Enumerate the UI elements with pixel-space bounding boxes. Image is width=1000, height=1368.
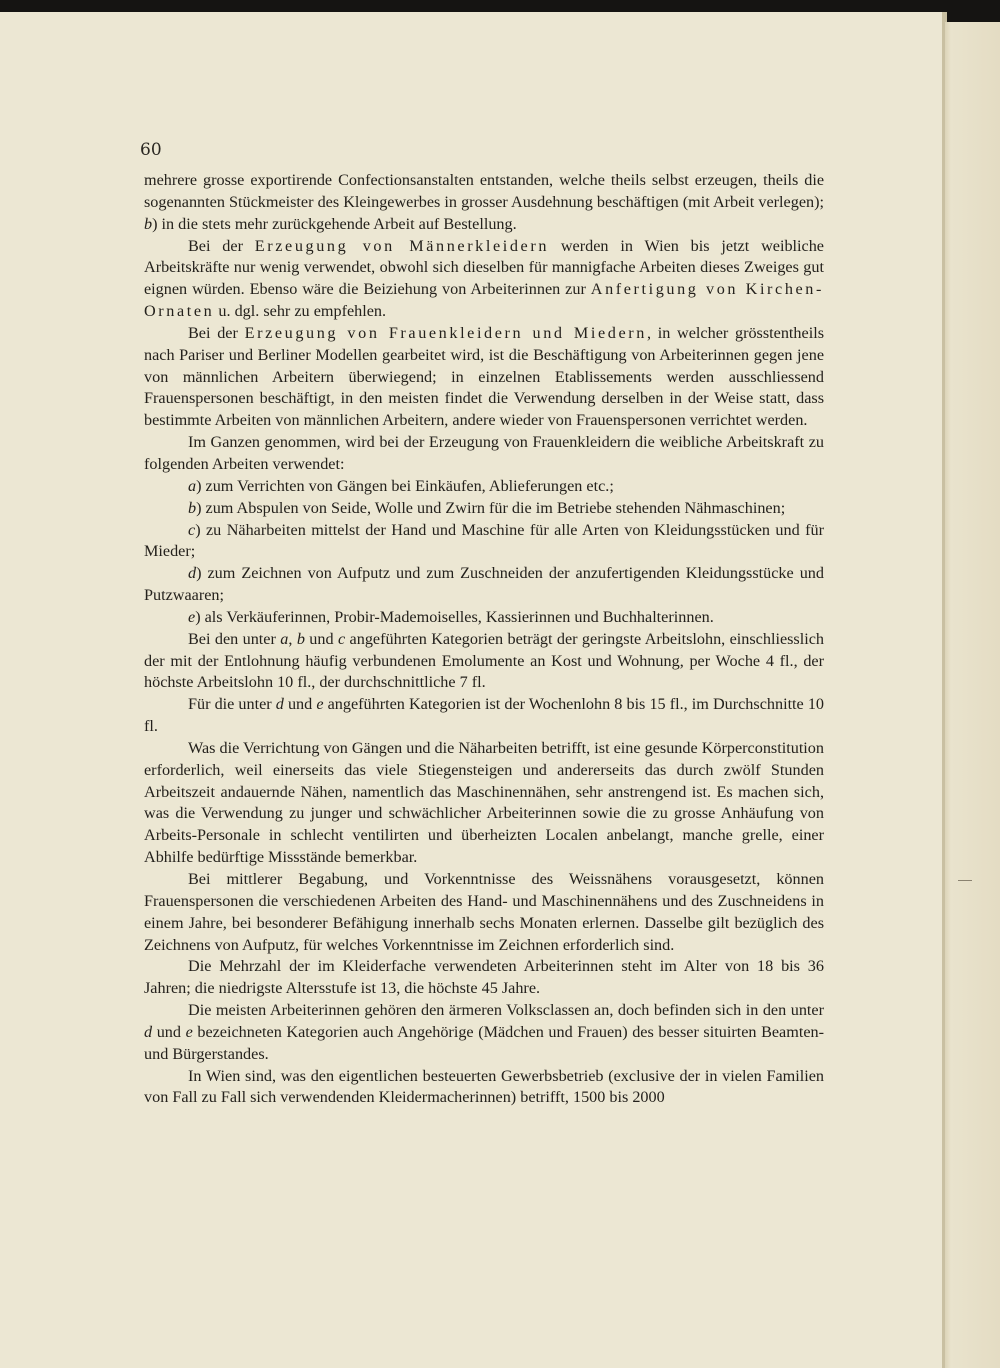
margin-tick: [958, 880, 972, 881]
italic-letter: e: [188, 607, 196, 626]
text-run: und: [283, 695, 317, 714]
body-text: [144, 170, 824, 1109]
paragraph: [144, 956, 824, 1000]
text-run: Die Mehrzahl der im Kleiderfache verwendeten Arbeiterinnen steht im Alter von 18 bis 36 Jahren; die niedrigste Altersstufe ist 13, die höchste 45 Jahre.: [144, 957, 824, 998]
text-run: Bei der: [188, 236, 255, 255]
italic-letter: b: [296, 629, 305, 648]
italic-letter: d: [275, 695, 284, 714]
italic-letter: e: [185, 1022, 193, 1041]
paragraph: [144, 563, 824, 607]
text-run: und: [304, 629, 338, 648]
paragraph: [144, 738, 824, 869]
spaced-emphasis: Erzeugung von Frauenkleidern und Miedern: [244, 323, 647, 342]
text-run: u. dgl. sehr zu empfehlen.: [214, 302, 387, 321]
italic-letter: d: [188, 564, 197, 583]
italic-letter: a: [188, 476, 197, 495]
text-run: Die meisten Arbeiterinnen gehören den ärmeren Volksclassen an, doch befinden sich in den unter: [188, 1001, 824, 1020]
paragraph: [144, 476, 824, 498]
italic-letter: c: [188, 520, 196, 539]
text-run: angeführten Kategorien ist der Wochenlohn 8 bis 15 fl., im Durchschnitte 10 fl.: [144, 695, 825, 736]
text-run: und: [152, 1022, 186, 1041]
text-run: ) zum Verrichten von Gängen bei Einkäufen, Ablieferungen etc.;: [196, 476, 614, 495]
text-run: ) zum Zeichnen von Aufputz und zum Zuschneiden der anzufertigenden Kleidungsstücke und Putzwaaren;: [144, 564, 824, 605]
paragraph: [144, 694, 824, 738]
italic-letter: c: [337, 629, 346, 648]
text-run: Bei mittlerer Begabung, und Vorkenntnisse des Weissnähens vorausgesetzt, können Frauenspersonen die verschiedenen Arbeiten des Hand- und Maschinennähens und des Zuschneidens in einem Jahre, bei besonderer Befähigung innerhalb sechs Monaten erlernen. Dasselbe gilt bezüglich des Zeichnens von Aufputz, für welches Vorkenntnisse im Zeichnen erforderlich sind.: [144, 870, 824, 954]
paragraph: [144, 236, 824, 323]
text-run: werden in Wien bis jetzt weibliche Arbeitskräfte nur wenig verwendet, obwohl sich dieselben für mannigfache Arbeiten dieses Zweiges gut eignen würden. Ebenso wäre die Beiziehung von Arbeiterinnen zur: [144, 236, 824, 299]
italic-letter: a: [280, 629, 289, 648]
spaced-emphasis: Anfertigung von Kirchen-Ornaten: [144, 280, 824, 321]
italic-letter: d: [144, 1022, 153, 1041]
text-run: Im Ganzen genommen, wird bei der Erzeugung von Frauenkleidern die weibliche Arbeitskraft zu folgenden Arbeiten verwendet:: [144, 433, 824, 473]
text-run: In Wien sind, was den eigentlichen besteuerten Gewerbsbetrieb (exclusive der in vielen Familien von Fall zu Fall sich verwendenden Kleidermacherinnen) betrifft, 1500 bis 2000: [144, 1066, 824, 1107]
text-run: , in welcher grösstentheils nach Pariser und Berliner Modellen gearbeitet wird, ist die Beschäftigung von Arbeiterinnen gegen jene von männlichen Arbeitern überwiegend; in einzelnen Etablissements werden ausschliessend Frauenspersonen beschäftigt, in den meisten findet die Verwendung derselben in der Weise statt, dass bestimmte Arbeiten von männlichen Arbeitern, andere wieder von Frauenspersonen verrichtet werden.: [144, 323, 825, 430]
paragraph: [144, 1066, 824, 1110]
paragraph: [144, 520, 824, 564]
text-run: ) in die stets mehr zurückgehende Arbeit auf Bestellung.: [152, 214, 517, 233]
text-run: bezeichneten Kategorien auch Angehörige (Mädchen und Frauen) des besser situirten Beamten- und Bürgerstandes.: [144, 1022, 824, 1063]
text-run: ,: [288, 629, 297, 648]
text-run: ) als Verkäuferinnen, Probir-Mademoiselles, Kassierinnen und Buchhalterinnen.: [195, 607, 714, 626]
paragraph: [144, 498, 824, 520]
text-run: angeführten Kategorien beträgt der geringste Arbeitslohn, einschliesslich der mit der Entlohnung häufig verbundenen Emolumente an Kost und Wohnung, per Woche 4 fl., der höchste Arbeitslohn 10 fl., der durchschnittliche 7 fl.: [144, 629, 825, 692]
paragraph: [144, 607, 824, 629]
text-run: ) zu Näharbeiten mittelst der Hand und Maschine für alle Arten von Kleidungsstücken und für Mieder;: [144, 520, 824, 561]
next-page-edge: [945, 22, 1000, 1368]
text-run: Bei der: [188, 323, 245, 342]
paragraph: [144, 869, 824, 956]
italic-letter: b: [144, 214, 153, 233]
italic-letter: b: [188, 498, 197, 517]
paragraph: [144, 629, 824, 695]
paragraph: [144, 170, 824, 236]
page-number: 60: [140, 140, 162, 160]
text-run: Bei den unter: [188, 629, 281, 648]
text-run: Für die unter: [188, 695, 276, 714]
text-run: Was die Verrichtung von Gängen und die Näharbeiten betrifft, ist eine gesunde Körperconstitution erforderlich, weil einerseits das viele Stiegensteigen und andererseits das durch zwölf Stunden Arbeitszeit andauernde Nähen, namentlich das Maschinennähen, sehr anstrengend ist. Es machen sich, was die Verwendung zu junger und schwächlicher Arbeiterinnen sowie die zu grosse Anhäufung von Arbeits-Personale in schlecht ventilirten und überheizten Localen anbelangt, manche grelle, einer Abhilfe bedürftige Missstände bemerkbar.: [144, 738, 824, 867]
paragraph: [144, 323, 824, 432]
text-run: ) zum Abspulen von Seide, Wolle und Zwirn für die im Betriebe stehenden Nähmaschinen;: [196, 498, 786, 517]
text-run: mehrere grosse exportirende Confectionsanstalten entstanden, welche theils selbst erzeugen, theils die sogenannten Stückmeister des Kleingewerbes in grosser Ausdehnung beschäftigen (mit Arbeit verlegen);: [144, 171, 824, 211]
italic-letter: e: [316, 695, 324, 714]
spaced-emphasis: Erzeugung von Männerkleidern: [254, 236, 550, 255]
paragraph: [144, 432, 824, 476]
paragraph: [144, 1000, 824, 1066]
